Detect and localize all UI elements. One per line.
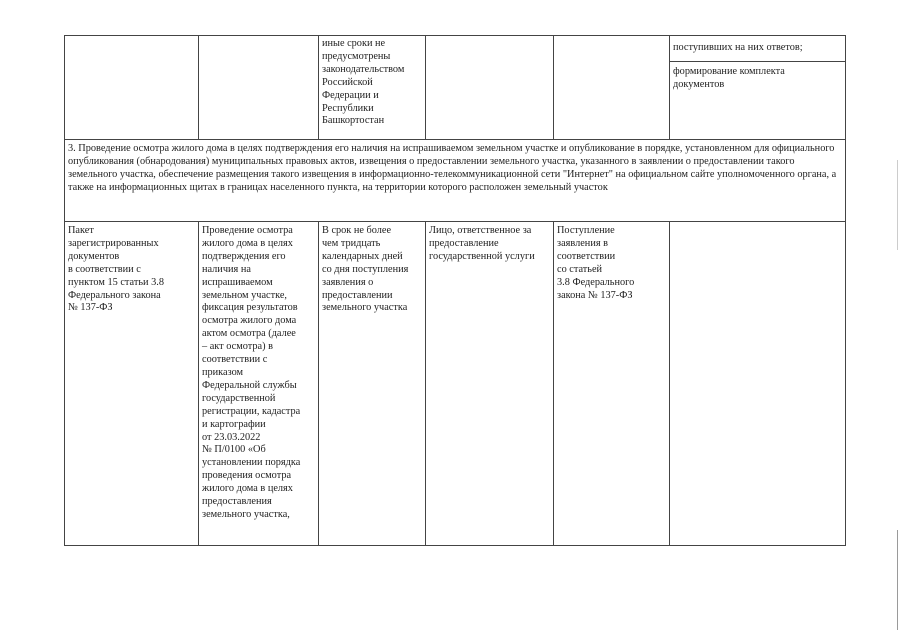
scan-edge-mark: [897, 160, 898, 250]
row3-responsible-cell: Лицо, ответственное за предоставление государственной услуги: [429, 225, 535, 262]
row3-condition-cell: Поступление заявления в соответствии со статьей 3.8 Федерального закона № 137-ФЗ: [557, 225, 635, 301]
section3-bottom-border: [64, 221, 846, 222]
border-right-section3: [845, 139, 846, 222]
row1-col4-cell: [426, 36, 553, 40]
row1-col5-cell: [554, 36, 669, 40]
border-left-row1: [64, 35, 65, 140]
row1-col6-bottom-cell: формирование комплекта документов: [673, 66, 785, 90]
row1-col1-cell: [65, 36, 198, 40]
divider-col3-row3: [425, 221, 426, 546]
divider-col5-row3: [669, 221, 670, 546]
row1-col3-cell: иные сроки не предусмотрены законодательством Российской Федерации и Республики Башкортостан: [322, 38, 405, 127]
section3-heading: 3. Проведение осмотра жилого дома в целях подтверждения его наличия на испрашиваемом земельном участке и опубликование в порядке, установленном для официального опубликования (обнародования) муниципальных правовых актов, извещения о предоставлении земельного участка, указанного в заявлении о предоставлении такого земельного участка, обеспечение размещения такого извещения в информационно-телекоммуникационной сети "Интернет" на официальном сайте уполномоченного органа, а также на информационных щитах в границах населенного пункта, на территории которого расположен земельный участок: [68, 143, 837, 193]
row1-col2-cell: [199, 36, 318, 40]
divider-col1-row1: [198, 35, 199, 140]
row3-result-cell: [670, 223, 845, 227]
row3-input-docs-cell: Пакет зарегистрированных документов в соответствии с пунктом 15 статьи 3.8 Федерального закона № 137-ФЗ: [68, 225, 164, 314]
row3-deadline-cell: В срок не более чем тридцать календарных дней со дня поступления заявления о предоставлении земельного участка: [322, 225, 409, 314]
row1-col6-top-cell: поступивших на них ответов;: [673, 42, 803, 53]
scan-edge-mark: [897, 530, 898, 630]
divider-col3-row1: [425, 35, 426, 140]
row1-bottom-border: [64, 139, 846, 140]
table-bottom-border: [64, 545, 846, 546]
row3-procedure-cell: Проведение осмотра жилого дома в целях подтверждения его наличия на испрашиваемом земельном участке, фиксация результатов осмотра жилого дома актом осмотра (далее – акт осмотра) в соответствии с приказом Федеральной службы государственной регистрации, кадастра и картографии от 23.03.2022 № П/0100 «Об установлении порядка проведения осмотра жилого дома в целях предоставления земельного участка,: [202, 225, 301, 520]
border-right-row3: [845, 221, 846, 546]
row1-inner-divider: [669, 61, 846, 62]
divider-col4-row1: [553, 35, 554, 140]
border-right-row1: [845, 35, 846, 140]
